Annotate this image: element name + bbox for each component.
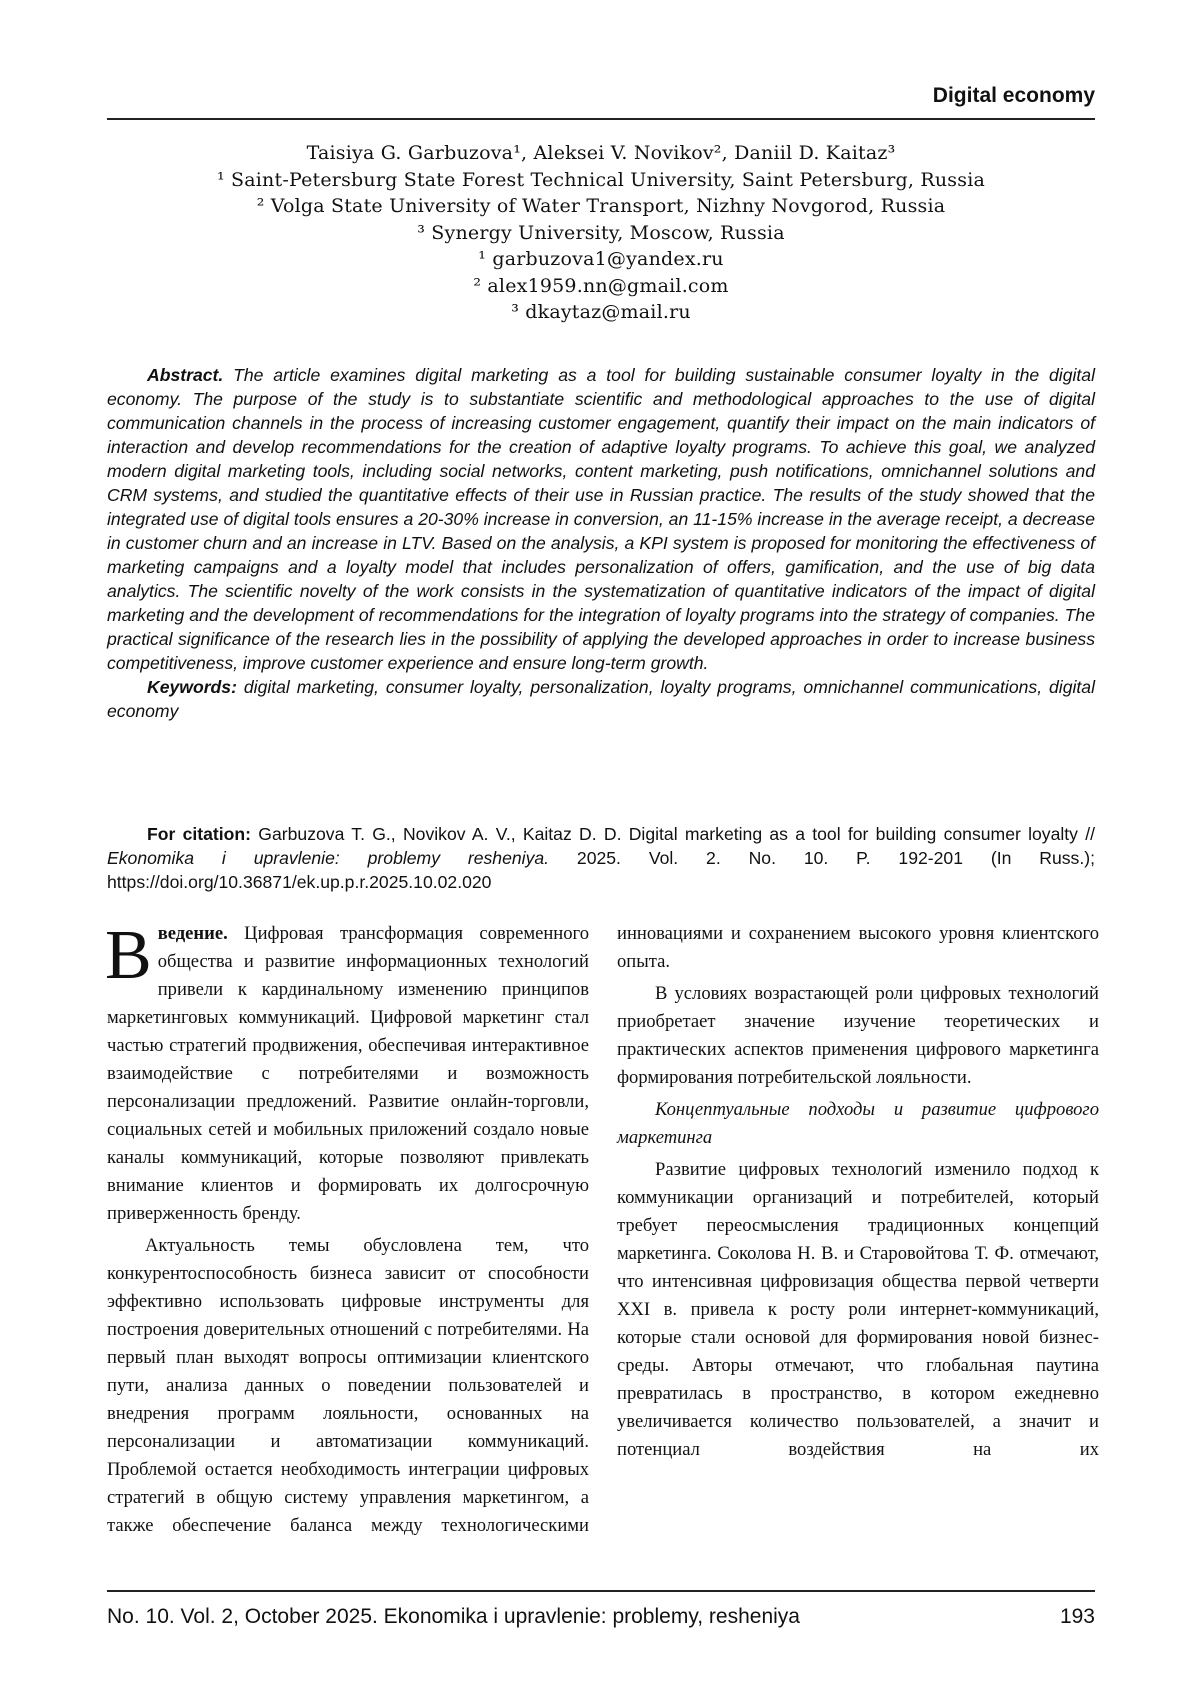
intro-heading: ведение. (158, 923, 228, 944)
paragraph: Развитие цифровых технологий изменило подход к коммуникации организаций и потребителей, который требует переосмысления традиционных концепций маркетинга. Соколова Н. В. и Старовойтова Т. Ф. отмечают, что интенсивная цифровизация общества первой четверти XXI в. привела к росту роли интернет-коммуникаций, которые стали основой для формирования новой бизнес-среды. Авторы отмечают, что глобальная паутина превратилась в пространство, в котором ежедневно увеличивается количество пользователей, а значит и потенциал воздействия на их (617, 1156, 1099, 1464)
affiliation: ³ Synergy University, Moscow, Russia (107, 220, 1095, 247)
paragraph: Цифровая трансформация современного общества и развитие информационных технологий привели к кардинальному изменению принципов маркетинговых коммуникаций. Цифровой маркетинг стал частью стратегий продвижения, обеспечивая интерактивное взаимодействие с потребителями и возможность персонализации предложений. Развитие онлайн-торговли, социальных сетей и мобильных приложений создало новые каналы коммуникаций, которые позволяют привлекать внимание клиентов и формировать их долгосрочную приверженность бренду. (107, 923, 589, 1224)
page-number: 193 (1060, 1605, 1095, 1629)
email[interactable]: ³ dkaytaz@mail.ru (107, 299, 1095, 326)
paragraph: Актуальность темы обусловлена тем, что конкурентоспособность бизнеса зависит от способности эффективно использовать цифровые инструменты для построения доверительных отношений с потребителями. На первый план выходят вопросы оптимизации клиентского пути, анализа данных о поведении пользователей и внедрения программ лояльности, основанных на персонализации и автоматизации коммуникаций. Проблемой остается необходимость интеграции цифровых стратегий в общую систему управления маркетингом, а также обеспечение баланса между технологическими инновациями и сохранением высокого уровня клиентского опыта. (107, 920, 1099, 1592)
affiliation: ¹ Saint-Petersburg State Forest Technical University, Saint Petersburg, Russia (107, 167, 1095, 194)
drop-cap: В (105, 926, 152, 986)
abstract-text: The article examines digital marketing as a tool for building sustainable consumer loyalty in the digital economy. The purpose of the study is to substantiate scientific and methodological approaches to the use of digital communication channels in the process of increasing customer engagement, quantify their impact on the main indicators of interaction and develop recommendations for the creation of adaptive loyalty programs. To achieve this goal, we analyzed modern digital marketing tools, including social networks, content marketing, push notifications, omnichannel solutions and CRM systems, and studied the quantitative effects of their use in Russian practice. The results of the study showed that the integrated use of digital tools ensures a 20-30% increase in conversion, an 11-15% increase in the average receipt, a decrease in customer churn and an increase in LTV. Based on the analysis, a KPI system is proposed for monitoring the effectiveness of marketing campaigns and a loyalty model that includes personalization of offers, gamification, and the use of big data analytics. The scientific novelty of the work consists in the systematization of quantitative indicators of the impact of digital marketing and the development of recommendations for the integration of loyalty programs into the strategy of companies. The practical significance of the research lies in the possibility of applying the developed approaches in order to increase business competitiveness, improve customer experience and ensure long-term growth. (107, 365, 1095, 673)
header-rule (107, 118, 1095, 120)
abstract (107, 363, 1095, 723)
footer-rule (107, 1590, 1095, 1592)
footer-journal: No. 10. Vol. 2, October 2025. Ekonomika i upravlenie: problemy, resheniya (107, 1605, 800, 1629)
citation-text: Garbuzova T. G., Novikov A. V., Kaitaz D. D. Digital marketing as a tool for building consumer loyalty // (251, 824, 1095, 844)
affiliation: ² Volga State University of Water Transport, Nizhny Novgorod, Russia (107, 193, 1095, 220)
email[interactable]: ¹ garbuzova1@yandex.ru (107, 246, 1095, 273)
section-header: Digital economy (107, 84, 1095, 108)
keywords-label: Keywords: (147, 677, 237, 697)
email[interactable]: ² alex1959.nn@gmail.com (107, 273, 1095, 300)
journal-name: Ekonomika i upravlenie: problemy resheniya. (107, 848, 549, 868)
keywords-text: digital marketing, consumer loyalty, personalization, loyalty programs, omnichannel communications, digital economy (107, 677, 1095, 721)
body-two-columns (107, 920, 1099, 1592)
citation-label: For citation: (147, 824, 251, 844)
paragraph: В условиях возрастающей роли цифровых технологий приобретает значение изучение теоретических и практических аспектов применения цифрового маркетинга формирования потребительской лояльности. (617, 980, 1099, 1092)
citation (107, 822, 1095, 894)
author-block (107, 140, 1095, 326)
page-footer (107, 1605, 1095, 1629)
abstract-label: Abstract. (147, 365, 223, 385)
section-subheading: Концептуальные подходы и развитие цифрового маркетинга (617, 1096, 1099, 1152)
author-names: Taisiya G. Garbuzova¹, Aleksei V. Novikov², Daniil D. Kaitaz³ (107, 140, 1095, 167)
citation-doi[interactable]: 2025. Vol. 2. No. 10. P. 192-201 (In Russ.); https://doi.org/10.36871/ek.up.p.r.2025.10.02.020 (107, 848, 1095, 892)
